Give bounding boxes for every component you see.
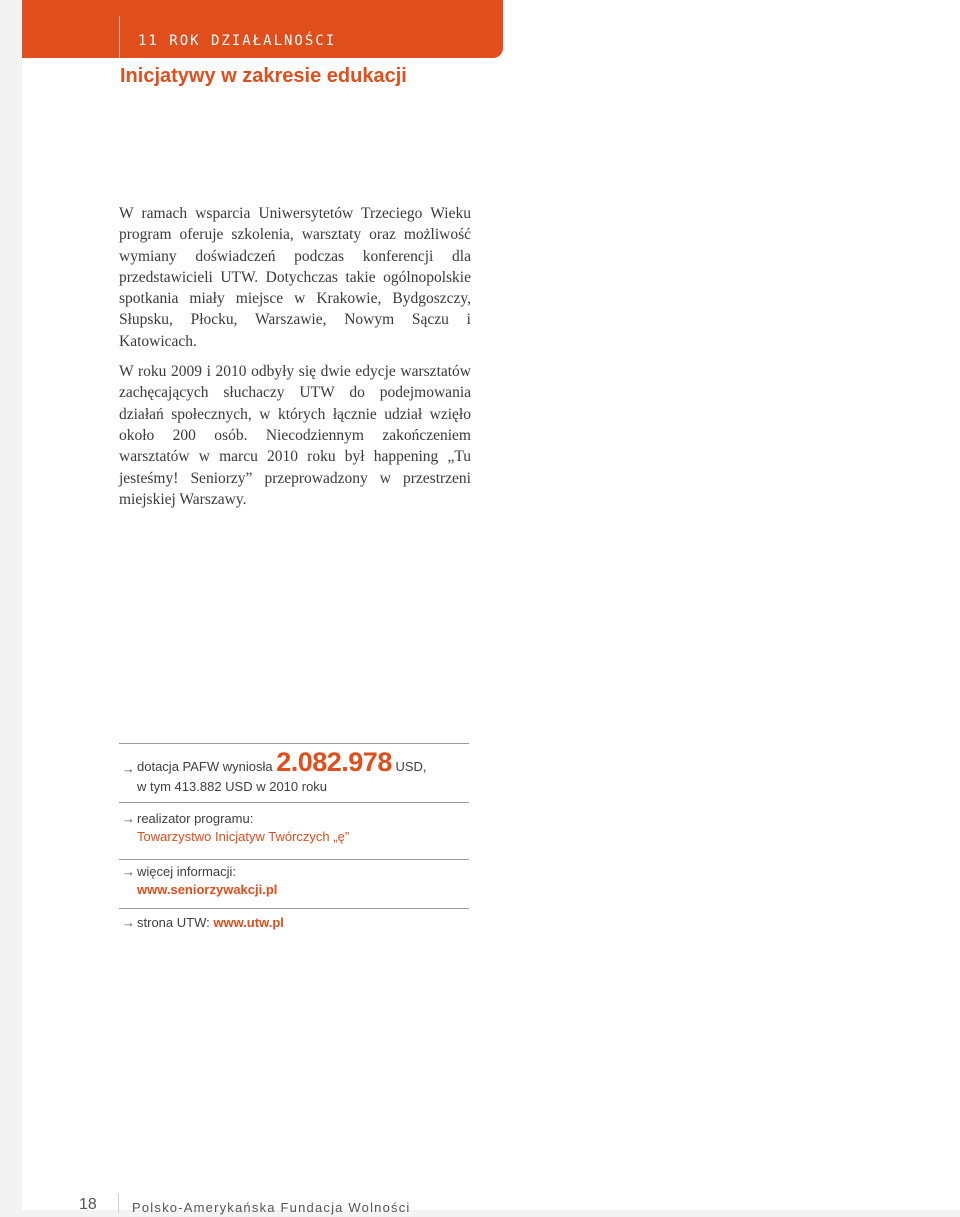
grant-prefix: dotacja PAFW wyniosła: [137, 759, 273, 774]
body-text: [119, 203, 471, 519]
info-more: [119, 859, 469, 906]
page-title: Inicjatywy w zakresie edukacji: [120, 65, 407, 87]
info-realizer: [119, 802, 469, 855]
more-info-label: więcej informacji:: [137, 864, 236, 879]
realizer-name: Towarzystwo Inicjatyw Twórczych „ę”: [137, 829, 350, 844]
arrow-icon: →: [122, 811, 135, 826]
header-divider: [119, 16, 120, 58]
realizer-label: realizator programu:: [137, 811, 254, 826]
info-utw: [119, 908, 469, 939]
header-band: [22, 0, 503, 58]
utw-link[interactable]: www.utw.pl: [213, 915, 284, 930]
footer-foundation: Polsko-Amerykańska Fundacja Wolności: [132, 1200, 411, 1215]
info-box: [119, 743, 469, 939]
utw-label: strona UTW:: [137, 915, 210, 930]
footer-divider: [118, 1193, 119, 1213]
section-label: 11 ROK DZIAŁALNOŚCI: [138, 33, 337, 49]
grant-2010: w tym 413.882 USD w 2010 roku: [137, 779, 328, 794]
paragraph-2: W roku 2009 i 2010 odbyły się dwie edycje warsztatów zachęcających słuchaczy UTW do podejmowania działań społecznych, w których łącznie udział wzięło około 200 osób. Niecodziennym zakończeniem warsztatów w marcu 2010 roku był happening „Tu jesteśmy! Seniorzy” przeprowadzony w przestrzeni miejskiej Warszawy.: [119, 363, 471, 508]
arrow-icon: →: [122, 915, 135, 930]
grant-amount: 2.082.978: [276, 747, 392, 777]
arrow-icon: →: [122, 761, 135, 776]
paragraph-1: W ramach wsparcia Uniwersytetów Trzeciego Wieku program oferuje szkolenia, warsztaty oraz możliwość wymiany doświadczeń podczas konferencji dla przedstawicieli UTW. Dotychczas takie ogólnopolskie spotkania miały miejsce w Krakowie, Bydgoszczy, Słupsku, Płocku, Warszawie, Nowym Sączu i Katowicach.: [119, 205, 471, 350]
page-number: 18: [79, 1196, 97, 1213]
arrow-icon: →: [122, 864, 135, 879]
more-info-link[interactable]: www.seniorzywakcji.pl: [137, 882, 278, 897]
grant-currency: USD,: [395, 759, 427, 774]
info-grant: [119, 743, 469, 798]
document-page: [22, 0, 960, 1215]
